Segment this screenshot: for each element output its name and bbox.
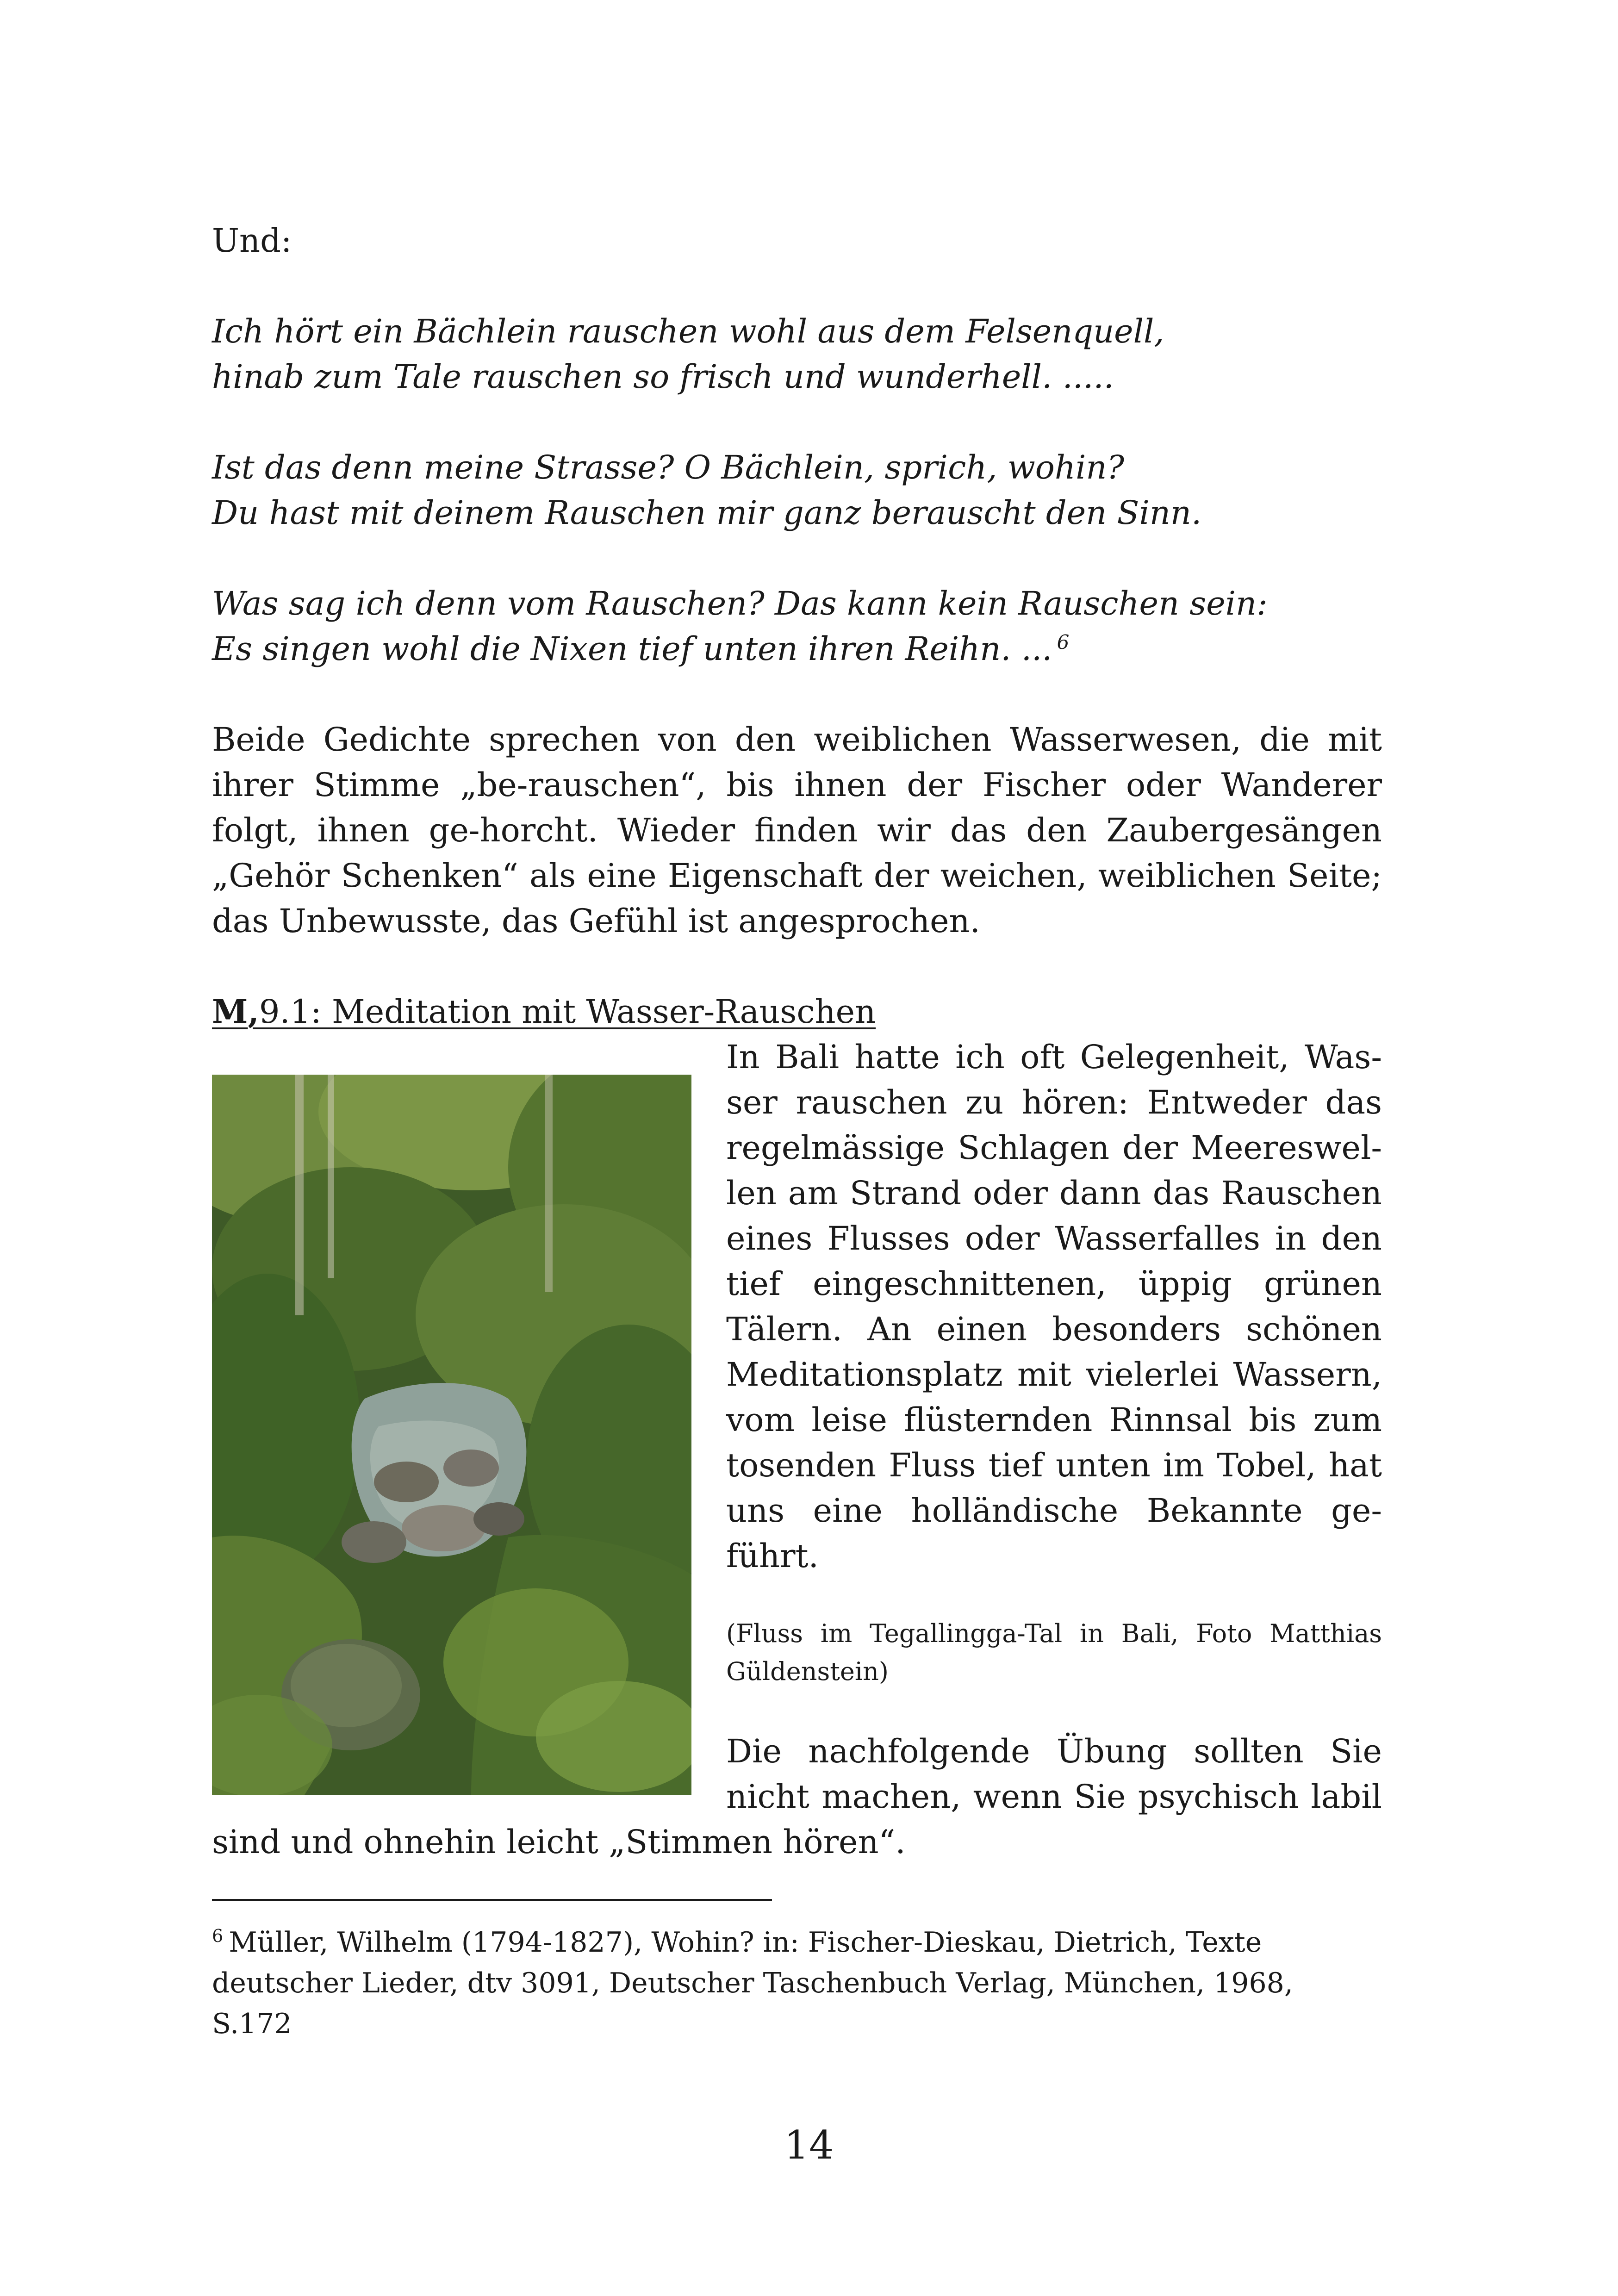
river-photo: [212, 1075, 691, 1795]
intro-text: Und:: [212, 222, 292, 260]
photo-caption: Güldenstein): [726, 1657, 889, 1686]
section-title: 9.1: Meditation mit Wasser-Rauschen: [259, 993, 876, 1031]
page-number: 14: [784, 2122, 834, 2168]
footnote-line: $^6$ Müller, Wilhelm (1794-1827), Wohin? in: Fischer-Dieskau, Dietrich, Texte: [212, 1926, 1262, 1959]
body-line: regelmässige Schlagen der Meereswel-: [726, 1129, 1382, 1167]
footnote-line: S.172: [212, 2008, 292, 2040]
body-line: ser rauschen zu hören: Entweder das: [726, 1083, 1382, 1121]
body-line: tief eingeschnittenen, üppig grünen: [726, 1265, 1382, 1303]
footnote-number: 6: [212, 1926, 224, 1946]
body-line: sind und ohnehin leicht „Stimmen hören“.: [212, 1823, 906, 1861]
body-line: len am Strand oder dann das Rauschen: [726, 1174, 1382, 1212]
body-line: führt.: [726, 1537, 819, 1575]
body-line: Tälern. An einen besonders schönen: [726, 1310, 1382, 1348]
body-line: ihrer Stimme „be-rauschen“, bis ihnen der Fischer oder Wanderer: [212, 766, 1382, 804]
poem-line: Es singen wohl die Nixen tief unten ihren Reihn. ...: [212, 630, 1052, 668]
body-line: folgt, ihnen ge-horcht. Wieder finden wir das den Zaubergesängen: [212, 811, 1382, 849]
body-line: tosenden Fluss tief unten im Tobel, hat: [726, 1446, 1382, 1484]
poem-line: hinab zum Tale rauschen so frisch und wunderhell. .....: [212, 358, 1114, 396]
poem-line: Ist das denn meine Strasse? O Bächlein, sprich, wohin?: [212, 448, 1125, 486]
body-line: Meditationsplatz mit vielerlei Wassern,: [726, 1356, 1382, 1394]
body-line: das Unbewusste, das Gefühl ist angesprochen.: [212, 902, 980, 940]
section-prefix: M,: [212, 992, 259, 1031]
body-line: nicht machen, wenn Sie psychisch labil: [726, 1778, 1382, 1816]
poem-line: Was sag ich denn vom Rauschen? Das kann kein Rauschen sein:: [212, 585, 1268, 622]
body-line: „Gehör Schenken“ als eine Eigenschaft der weichen, weiblichen Seite;: [212, 857, 1382, 895]
body-line: In Bali hatte ich oft Gelegenheit, Was-: [726, 1038, 1382, 1076]
body-line: vom leise flüsternden Rinnsal bis zum: [726, 1401, 1382, 1439]
footnote-reference: 6: [1057, 630, 1070, 653]
body-line: uns eine holländische Bekannte ge-: [726, 1492, 1382, 1530]
photo-caption: (Fluss im Tegallingga-Tal in Bali, Foto Matthias: [726, 1619, 1382, 1648]
footnote-separator: [212, 1899, 772, 1901]
body-line: Die nachfolgende Übung sollten Sie: [726, 1732, 1382, 1770]
body-line: eines Flusses oder Wasserfalles in den: [726, 1220, 1382, 1257]
section-heading: [212, 989, 876, 1034]
body-line: Beide Gedichte sprechen von den weiblichen Wasserwesen, die mit: [212, 721, 1382, 759]
footnote-line: deutscher Lieder, dtv 3091, Deutscher Taschenbuch Verlag, München, 1968,: [212, 1967, 1293, 1999]
poem-line-last: [212, 626, 1069, 672]
poem-line: Ich hört ein Bächlein rauschen wohl aus dem Felsenquell,: [212, 312, 1164, 350]
poem-line: Du hast mit deinem Rauschen mir ganz berauscht den Sinn.: [212, 494, 1202, 532]
